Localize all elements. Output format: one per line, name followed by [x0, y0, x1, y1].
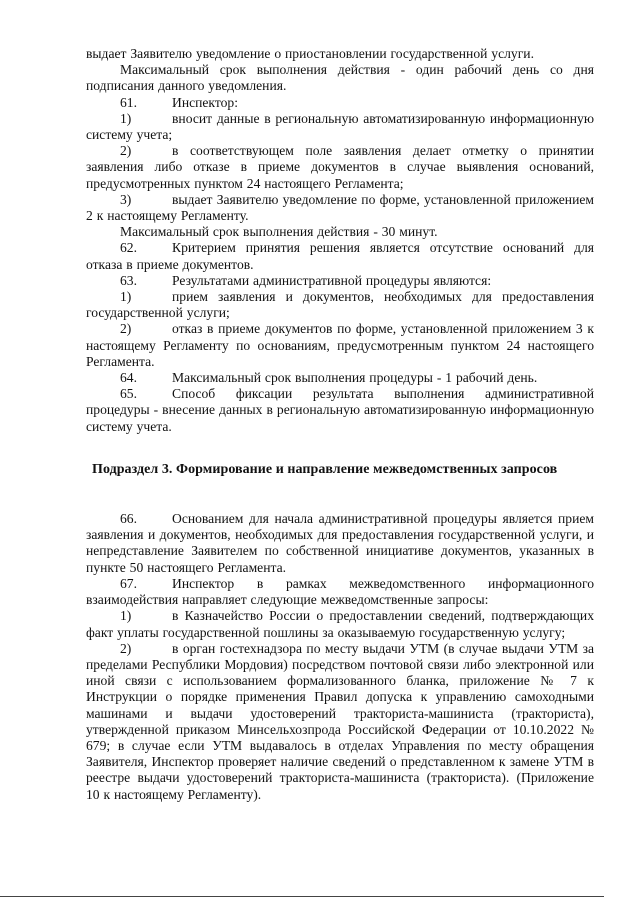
paragraph: [86, 273, 594, 289]
paragraph-text: в орган гостехнадзора по месту выдачи УТМ (в случае выдачи УТМ за пределами Республики Мордовия) посредством почтовой связи либо электронной или иной связи с использованием формализованного бланка, приложение № 7 к Инструкции о порядке применения Правил допуска к управлению самоходными машинами и выдачи удостоверений тракториста-машиниста (тракториста), утвержденной приказом Минсельхозпрода Российской Федерации от 10.10.2022 № 679; в случае если УТМ выдавалось в отделах Управления по месту обращения Заявителя, Инспектор проверяет наличие сведений о представленном к замене УТМ в реестре выдачи удостоверений тракториста-машиниста (тракториста). (Приложение 10 к настоящему Регламенту).: [86, 640, 594, 802]
paragraph: [86, 143, 594, 192]
page-bottom-rule: [0, 896, 604, 897]
paragraph: [86, 511, 594, 576]
paragraph: [86, 641, 594, 803]
paragraph-text: вносит данные в региональную автоматизированную информационную систему учета;: [86, 110, 594, 143]
paragraph: [86, 321, 594, 370]
paragraph: [86, 240, 594, 272]
paragraph-text: выдает Заявителю уведомление по форме, установленной приложением 2 к настоящему Регламенту.: [86, 191, 594, 224]
paragraph: [86, 95, 594, 111]
document-page: [86, 46, 594, 803]
paragraph-text: Способ фиксации результата выполнения административной процедуры - внесение данных в региональную автоматизированную информационную систему учета.: [86, 386, 594, 434]
paragraph-text: Результатами административной процедуры являются:: [172, 272, 492, 288]
subsection-heading: Подраздел 3. Формирование и направление межведомственных запросов: [92, 461, 558, 477]
paragraph-text: Инспектор в рамках межведомственного информационного взаимодействия направляет следующие межведомственные запросы:: [86, 575, 594, 608]
paragraph-text: Максимальный срок выполнения действия - один рабочий день со дня подписания данного уведомления.: [86, 62, 594, 94]
paragraph-text: прием заявления и документов, необходимых для предоставления государственной услуги;: [86, 289, 594, 321]
paragraph-text: Основанием для начала административной процедуры является прием заявления и документов, необходимых для предоставления государственной услуги, и непредставление Заявителем по собственной инициативе документов, указанных в пункте 50 настоящего Регламента.: [86, 511, 594, 575]
paragraph-number: 2): [120, 321, 132, 337]
section-body-top: [86, 46, 594, 435]
paragraph-number: 62.: [120, 240, 137, 256]
paragraph-text: в Казначейство России о предоставлении сведений, подтверждающих факт уплаты государственной пошлины за оказываемую государственную услугу;: [86, 608, 594, 640]
paragraph-number: 67.: [120, 575, 137, 591]
paragraph: [86, 576, 594, 608]
paragraph: [86, 289, 594, 321]
paragraph-text: Критерием принятия решения является отсутствие оснований для отказа в приеме документов.: [86, 240, 594, 272]
paragraph-number: 64.: [120, 370, 137, 386]
paragraph-number: 63.: [120, 272, 137, 288]
paragraph-number: 1): [120, 289, 132, 305]
paragraph: [86, 608, 594, 640]
paragraph: [86, 46, 594, 62]
paragraph: [86, 111, 594, 143]
paragraph-text: Инспектор:: [172, 94, 238, 110]
paragraph: [86, 370, 594, 386]
paragraph-number: 61.: [120, 94, 137, 110]
paragraph-text: в соответствующем поле заявления делает отметку о принятии заявления либо отказе в приеме документов в случае выявления оснований, предусмотренных пунктом 24 настоящего Регламента;: [86, 143, 594, 191]
paragraph-text: отказ в приеме документов по форме, установленной приложением 3 к настоящему Регламенту по основаниям, предусмотренным пунктом 24 настоящего Регламента.: [86, 321, 594, 369]
paragraph-text: Максимальный срок выполнения действия - 30 минут.: [120, 224, 438, 240]
paragraph-number: 3): [120, 191, 132, 207]
paragraph-number: 2): [120, 143, 132, 159]
paragraph: [86, 386, 594, 435]
paragraph-number: 1): [120, 110, 132, 126]
paragraph-number: 2): [120, 640, 132, 656]
paragraph: [86, 192, 594, 224]
paragraph: [86, 62, 594, 94]
paragraph: [86, 224, 594, 240]
paragraph-number: 66.: [120, 511, 137, 527]
paragraph-text: Максимальный срок выполнения процедуры - 1 рабочий день.: [172, 370, 538, 386]
section-body-bottom: [86, 511, 594, 803]
paragraph-text: выдает Заявителю уведомление о приостановлении государственной услуги.: [86, 46, 534, 61]
paragraph-number: 65.: [120, 386, 137, 402]
paragraph-number: 1): [120, 608, 132, 624]
